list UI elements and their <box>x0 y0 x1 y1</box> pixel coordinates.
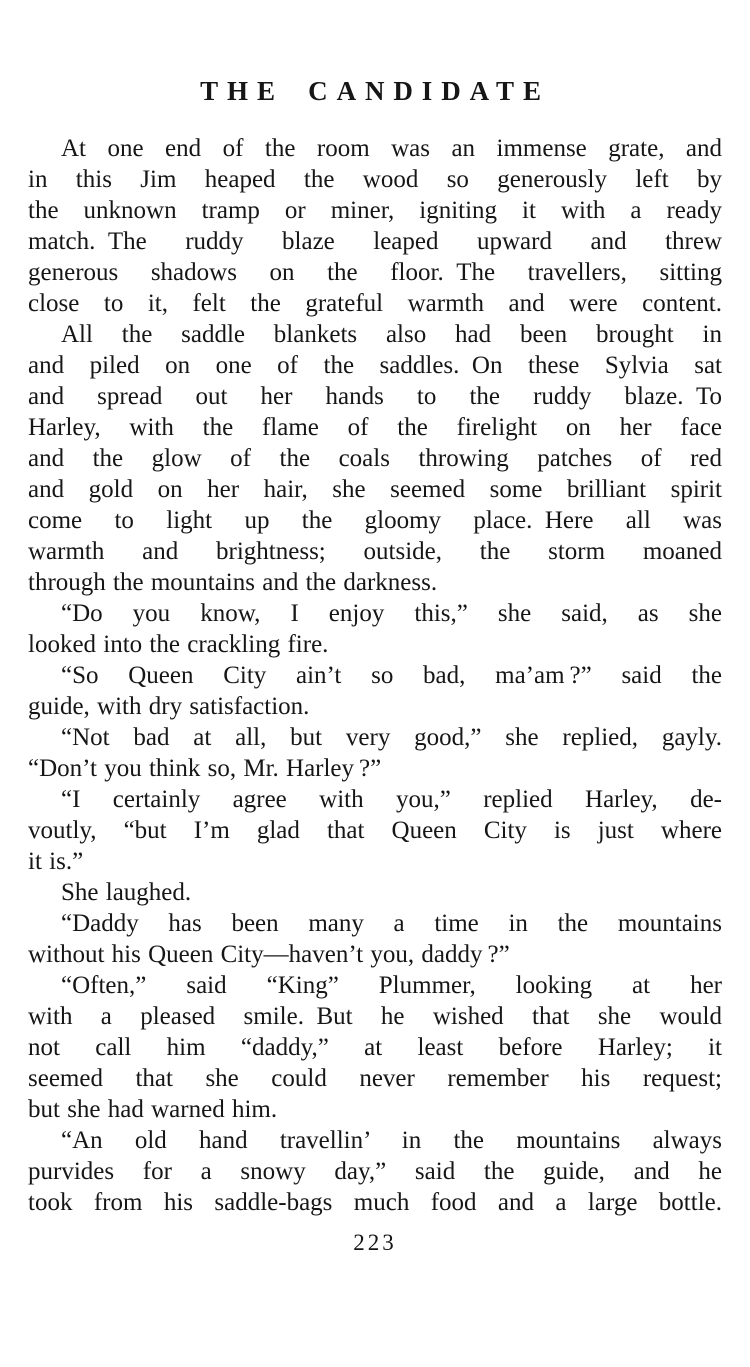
text-line: but she had warned him. <box>28 1096 278 1123</box>
text-line: generous shadows on the floor. The travellers, sitting <box>28 259 722 286</box>
paragraph <box>28 877 722 908</box>
text-line: match. The ruddy blaze leaped upward and threw <box>28 228 722 255</box>
text-line: it is.” <box>28 848 84 875</box>
text-line: close to it, felt the grateful warmth and were content. <box>28 290 722 317</box>
paragraph <box>28 970 722 1125</box>
text-line: the unknown tramp or miner, igniting it with a ready <box>28 197 722 224</box>
paragraph <box>28 133 722 319</box>
paragraph <box>28 908 722 970</box>
text-line: and piled on one of the saddles. On these Sylvia sat <box>28 352 722 379</box>
paragraph <box>28 319 722 598</box>
text-line: At one end of the room was an immense grate, and <box>61 135 722 162</box>
text-line: “Don’t you think so, Mr. Harley ?” <box>28 755 382 782</box>
paragraph <box>28 598 722 660</box>
text-line: in this Jim heaped the wood so generously left by <box>28 166 722 193</box>
text-line: not call him “daddy,” at least before Harley; it <box>28 1034 722 1061</box>
text-line: through the mountains and the darkness. <box>28 569 438 596</box>
text-line: took from his saddle-bags much food and a large bottle. <box>28 1189 722 1216</box>
text-line: “I certainly agree with you,” replied Harley, de- <box>61 786 722 813</box>
text-line: All the saddle blankets also had been brought in <box>61 321 722 348</box>
text-line: Harley, with the flame of the firelight on her face <box>28 414 722 441</box>
text-line: “Do you know, I enjoy this,” she said, as she <box>61 600 722 627</box>
text-line: purvides for a snowy day,” said the guide, and he <box>28 1158 722 1185</box>
page-body <box>28 133 722 1218</box>
text-line: voutly, “but I’m glad that Queen City is just where <box>28 817 722 844</box>
text-line: and the glow of the coals throwing patches of red <box>28 445 722 472</box>
text-line: warmth and brightness; outside, the storm moaned <box>28 538 722 565</box>
text-line: come to light up the gloomy place. Here all was <box>28 507 722 534</box>
text-line: “An old hand travellin’ in the mountains always <box>61 1127 722 1154</box>
text-line: She laughed. <box>61 879 192 906</box>
text-line: “Not bad at all, but very good,” she replied, gayly. <box>61 724 722 751</box>
page-title: THE CANDIDATE <box>200 76 550 106</box>
text-line: and spread out her hands to the ruddy blaze. To <box>28 383 722 410</box>
text-line: and gold on her hair, she seemed some brilliant spirit <box>28 476 722 503</box>
text-line: without his Queen City—haven’t you, daddy ?” <box>28 941 510 968</box>
text-line: “So Queen City ain’t so bad, ma’am ?” said the <box>61 662 722 689</box>
page-number: 223 <box>353 1230 397 1255</box>
text-line: with a pleased smile. But he wished that she would <box>28 1003 722 1030</box>
text-line: seemed that she could never remember his request; <box>28 1065 722 1092</box>
paragraph <box>28 784 722 877</box>
paragraph <box>28 1125 722 1218</box>
text-line: guide, with dry satisfaction. <box>28 693 310 720</box>
paragraph <box>28 660 722 722</box>
text-line: looked into the crackling fire. <box>28 631 329 658</box>
paragraph <box>28 722 722 784</box>
text-line: “Daddy has been many a time in the mountains <box>61 910 722 937</box>
text-line: “Often,” said “King” Plummer, looking at her <box>61 972 722 999</box>
